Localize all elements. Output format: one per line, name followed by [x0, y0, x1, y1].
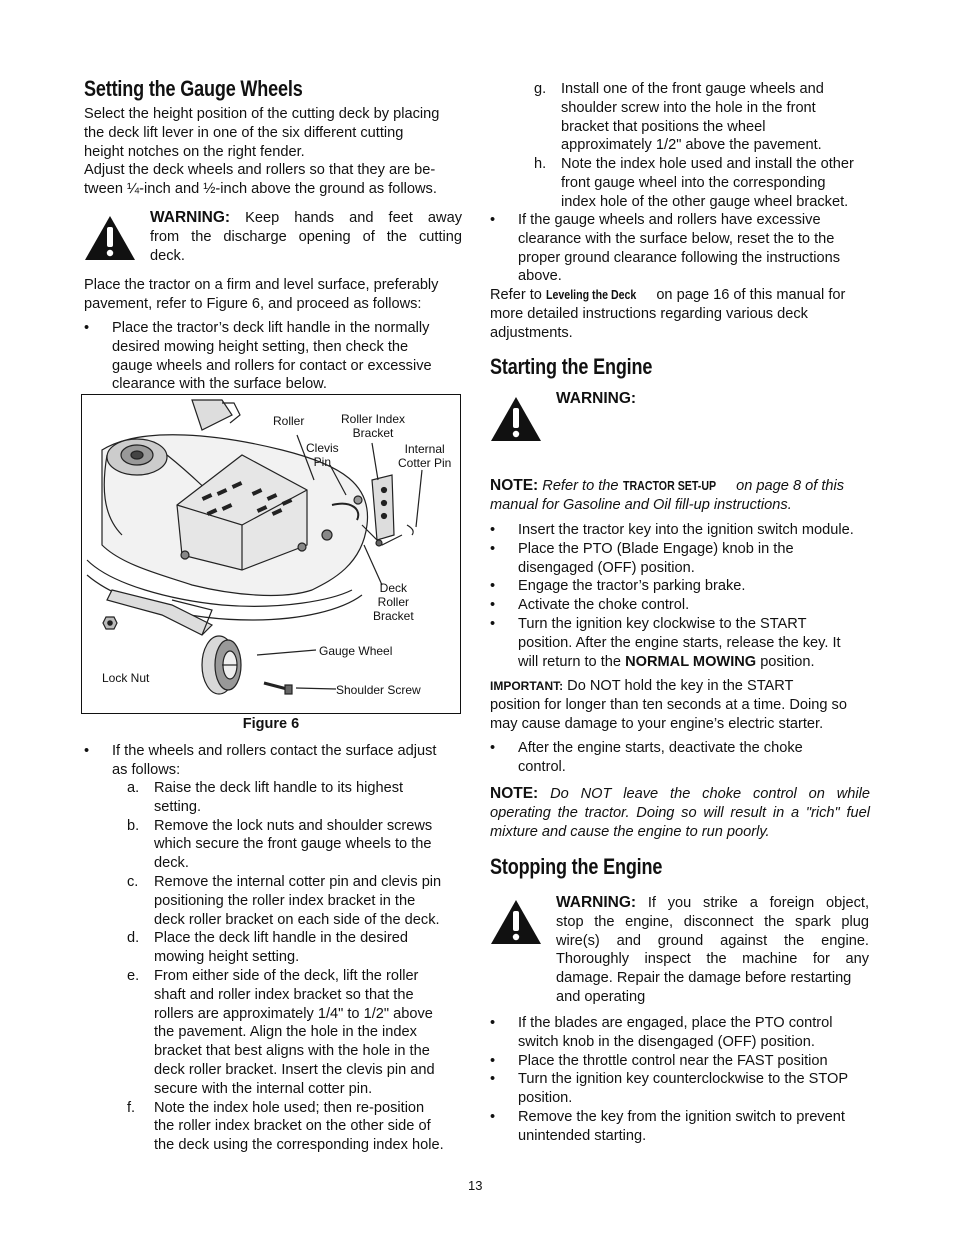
step-h: h. Note the index hole used and install the other front gauge wheel into the corresponding index hole of the other gauge wheel bracket.	[534, 156, 854, 210]
warning-label: WARNING:	[556, 390, 637, 407]
text-line: proper ground clearance following the instructions	[518, 249, 841, 266]
text-line: clearance with the surface below, reset the to the	[518, 230, 835, 247]
text-line: pavement, refer to Figure 6, and proceed as follows:	[84, 295, 422, 312]
warning-block-1	[150, 209, 462, 265]
text-line: Raise the deck lift handle to its highest	[154, 780, 404, 796]
text-line: positioning the roller index bracket in the	[154, 892, 416, 909]
text-line: Install one of the front gauge wheels and	[561, 81, 824, 97]
important-label: IMPORTANT:	[490, 679, 564, 693]
text-line: as follows:	[112, 761, 181, 778]
figure-caption: Figure 6	[242, 716, 300, 732]
text-line: rollers are approximately 1/4" to 1/2" above	[154, 1005, 433, 1022]
intro-paragraph	[84, 105, 464, 199]
text-line: Remove the internal cotter pin and clevis pin	[154, 873, 442, 890]
text-line: tween ¼-inch and ½-inch above the ground as follows.	[84, 181, 437, 198]
text-line: Keep hands and feet away	[245, 210, 462, 226]
text-line: secure with the internal cotter pin.	[154, 1080, 373, 1097]
text-line: mowing height setting.	[154, 949, 300, 966]
text-line: clearance with the surface below.	[112, 376, 327, 393]
text-line: Remove the lock nuts and shoulder screws	[154, 817, 433, 834]
text-line: which secure the front gauge wheels to the	[154, 836, 432, 853]
bullet-item: • Turn the ignition key clockwise to the START position. After the engine starts, release the key. It will return to the NORMAL MOWING position.	[490, 615, 841, 670]
bullet-item: • Place the PTO (Blade Engage) knob in the disengaged (OFF) position.	[490, 540, 794, 576]
text-line: deck roller bracket. Insert the clevis pin and	[154, 1061, 435, 1078]
step-e: e. From either side of the deck, lift the roller shaft and roller index bracket so that the rollers are approximately 1/4" to 1/2" above the pavement. Align the hole in the index bracket that best aligns with the hole in the deck roller bracket. Insert the clevis pin and secure with the internal cotter pin.	[127, 967, 435, 1097]
bullet-item: • Place the throttle control near the FAST position	[490, 1052, 828, 1069]
step-c: c. Remove the internal cotter pin and clevis pin positioning the roller index bracket in the deck roller bracket on each side of the deck.	[127, 873, 442, 928]
text-line: shaft and roller index bracket so that the	[154, 986, 414, 1003]
bullet-item: • If the blades are engaged, place the PTO control switch knob in the disengaged (OFF) position.	[490, 1015, 833, 1050]
bullet-dot: •	[84, 320, 90, 336]
label-lock-nut: Lock Nut	[102, 671, 150, 685]
label-internal-cotter-pin: Internal Cotter Pin	[398, 442, 452, 470]
text-line: above.	[518, 268, 562, 285]
label-gauge-wheel: Gauge Wheel	[319, 644, 393, 658]
text-line: Note the index hole used and install the other	[561, 156, 854, 173]
text-line: damage. Repair the damage before restarting	[556, 970, 852, 987]
note-choke: NOTE: Do NOT leave the choke control on while operating the tractor. Doing so will result in a "rich" fuel mixture and cause the engine to run poorly.	[490, 785, 870, 840]
text-line: the roller index bracket on the other side of	[154, 1118, 431, 1135]
text-line: the deck using the corresponding index hole.	[154, 1137, 444, 1154]
text-line: bracket that positions the wheel	[561, 118, 766, 135]
warning-block-stop: WARNING: If you strike a foreign object, stop the engine, disconnect the spark plug wire(s) and ground against the engine. Thoroughly inspect the machine for any damage. Repair the damage before restarting and operating	[556, 894, 869, 1005]
text-line: Thoroughly inspect the machine for any	[556, 951, 869, 968]
text-line: mixture and cause the engine to run poorly.	[490, 823, 770, 840]
step-b: b. Remove the lock nuts and shoulder screws which secure the front gauge wheels to the deck.	[127, 817, 433, 872]
text-fragment: on page 16 of this manual for	[652, 287, 846, 303]
warning-label: WARNING:	[556, 894, 637, 911]
text-line: the pavement. Align the hole in the index	[154, 1024, 417, 1041]
cross-reference-tractor-setup: TRACTOR SET-UP	[622, 479, 716, 493]
label-deck-roller-bracket: Deck Roller Bracket	[373, 581, 414, 623]
note-label: NOTE:	[490, 785, 539, 802]
label-roller-index-bracket: Roller Index Bracket	[341, 412, 406, 440]
text-line: Note the index hole used; then re-position	[154, 1099, 425, 1116]
text-line: the deck lift lever in one of the six different cutting	[84, 124, 404, 141]
step-d: d. Place the deck lift handle in the desired mowing height setting.	[127, 930, 408, 966]
text-line: more detailed instructions regarding various deck	[490, 305, 808, 322]
text-line: stop the engine, disconnect the spark plug	[556, 913, 869, 930]
section-title-stopping-engine: Stopping the Engine	[490, 854, 663, 879]
warning-triangle-icon	[490, 396, 542, 442]
place-paragraph	[84, 276, 464, 314]
bullet-item: • Activate the choke control.	[490, 597, 690, 614]
text-line: Place the tractor’s deck lift handle in the normally	[112, 320, 430, 336]
text-line: adjustments.	[490, 324, 573, 341]
text-line: manual for Gasoline and Oil fill-up instructions.	[490, 496, 792, 513]
text-line: Place the tractor on a firm and level surface, preferably	[84, 277, 439, 293]
section-title-gauge-wheels: Setting the Gauge Wheels	[84, 76, 303, 101]
text-line: Adjust the deck wheels and rollers so that they are be-	[84, 162, 436, 179]
text-line: approximately 1/2" above the pavement.	[561, 137, 822, 154]
text-line: wire(s) and ground against the engine.	[556, 932, 869, 949]
step-a: a. Raise the deck lift handle to its highest setting.	[127, 780, 404, 815]
label-clevis-pin: Clevis Pin	[306, 441, 339, 469]
bullet-dot: •	[490, 212, 496, 228]
step-f: f. Note the index hole used; then re-position the roller index bracket on the other side of the deck using the corresponding index hole.	[127, 1099, 444, 1154]
text-line: operating the tractor. Doing so will result in a "rich" fuel	[490, 804, 870, 821]
text-fragment: Refer to	[490, 287, 546, 303]
text-line: from the discharge opening of the cutting	[150, 228, 462, 245]
text-line: position for longer than ten seconds at a time. Doing so	[490, 696, 847, 713]
text-line: bracket that best aligns with the hole in the	[154, 1043, 430, 1060]
stop-bullets	[490, 1014, 875, 1146]
text-line: If the gauge wheels and rollers have excessive	[518, 212, 821, 228]
text-line: Select the height position of the cutting deck by placing	[84, 106, 440, 122]
warning-triangle-icon	[84, 215, 136, 261]
bullet-item: • Remove the key from the ignition switch to prevent unintended starting.	[490, 1108, 845, 1144]
step-g: g. Install one of the front gauge wheels and shoulder screw into the hole in the front bracket that positions the wheel approximately 1/2" above the pavement.	[534, 81, 824, 154]
important-paragraph: IMPORTANT: Do NOT hold the key in the START position for longer than ten seconds at a time. Doing so may cause damage to your engine’s electric starter.	[490, 677, 875, 733]
text-line: may cause damage to your engine’s electric starter.	[490, 715, 824, 732]
text-line: control.	[518, 758, 566, 775]
text-line: index hole of the other gauge wheel bracket.	[561, 193, 849, 210]
cross-reference-leveling-deck: Leveling the Deck	[545, 288, 637, 302]
section-title-starting-engine: Starting the Engine	[490, 354, 653, 379]
text-line: After the engine starts, deactivate the choke	[518, 740, 803, 756]
text-line: If the wheels and rollers contact the surface adjust	[112, 743, 437, 759]
label-shoulder-screw: Shoulder Screw	[336, 683, 421, 697]
text-line: From either side of the deck, lift the roller	[154, 967, 419, 984]
figure-6-illustration	[81, 394, 461, 714]
warning-triangle-icon	[490, 899, 542, 945]
text-line: deck.	[154, 855, 189, 872]
note-label: NOTE:	[490, 477, 539, 494]
left-steps	[127, 779, 467, 1155]
bullet-item: • Engage the tractor’s parking brake.	[490, 578, 746, 595]
right-steps	[534, 80, 874, 212]
text-line: gauge wheels and rollers for contact or excessive	[112, 357, 432, 374]
text-line: front gauge wheel into the corresponding	[561, 174, 826, 191]
bullet-item: • Insert the tractor key into the ignition switch module.	[490, 522, 854, 538]
text-line: shoulder screw into the hole in the front	[561, 99, 816, 116]
text-line: and operating	[556, 988, 646, 1005]
text-line: desired mowing height setting, then check the	[112, 338, 409, 355]
text-line: height notches on the right fender.	[84, 143, 305, 160]
refer-paragraph	[490, 286, 875, 342]
text-line: setting.	[154, 798, 202, 815]
bullet-dot: •	[84, 743, 90, 759]
page-number: 13	[468, 1178, 483, 1193]
text-line: deck roller bracket on each side of the deck.	[154, 911, 440, 928]
note-gasoline-oil: NOTE: Refer to the TRACTOR SET-UP on page 8 of this manual for Gasoline and Oil fill-up instructions.	[490, 477, 875, 515]
bullet-item: • Turn the ignition key counterclockwise to the STOP position.	[490, 1071, 849, 1107]
text-line: Place the deck lift handle in the desired	[154, 930, 408, 947]
warning-label: WARNING:	[150, 209, 231, 226]
label-roller: Roller	[273, 414, 305, 428]
start-bullets	[490, 521, 875, 671]
text-line: deck.	[150, 247, 185, 264]
